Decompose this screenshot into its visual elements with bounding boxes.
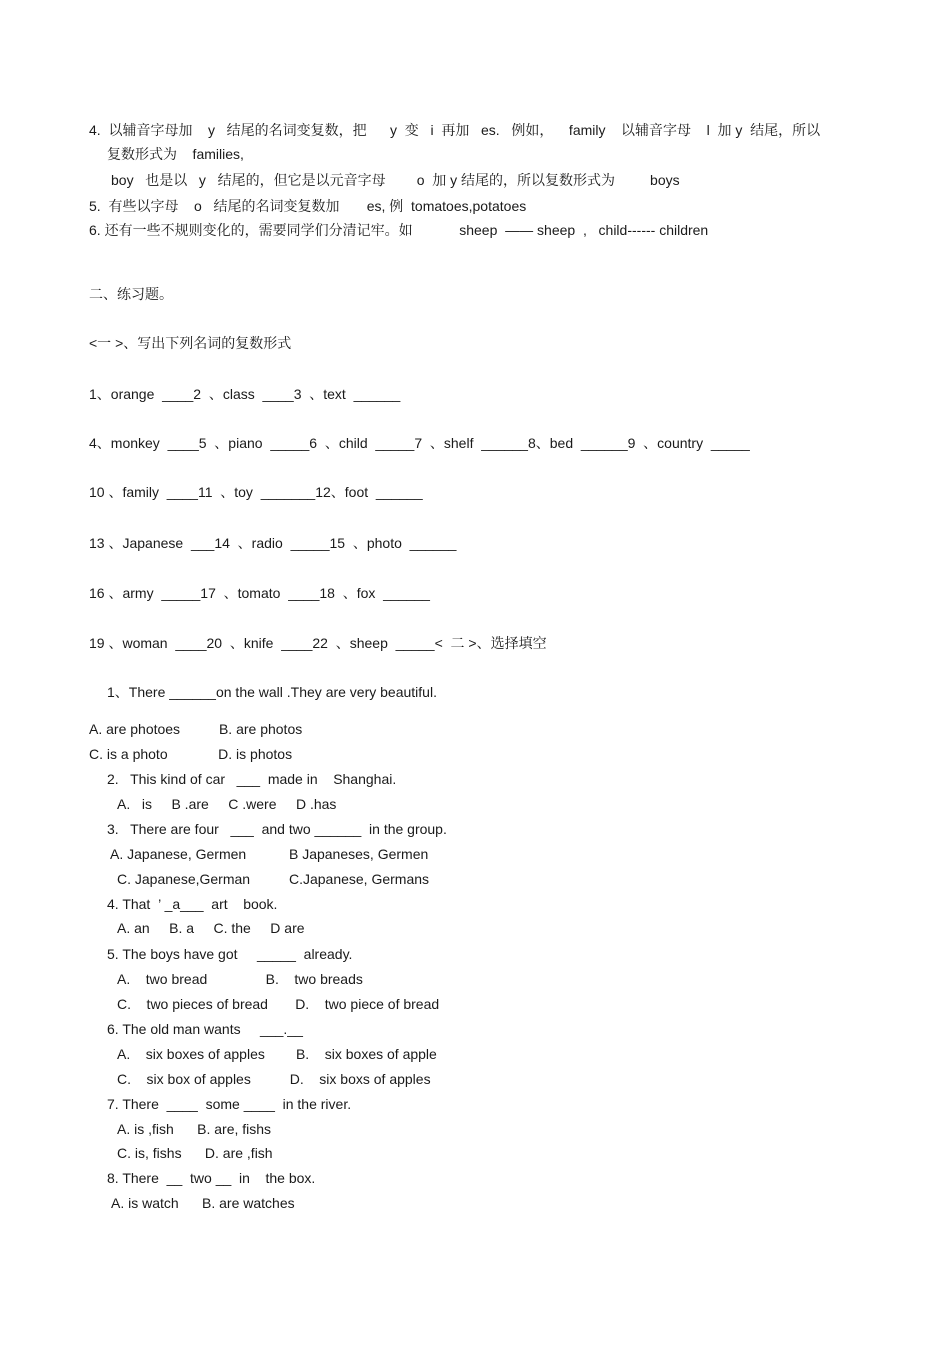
- answer-options: A. two bread B. two breads: [117, 971, 363, 987]
- question-text: 3. There are four ___ and two ______ in the group.: [107, 821, 447, 837]
- answer-options: A. Japanese, Germen B Japaneses, Germen: [110, 846, 429, 862]
- answer-options: C. Japanese,German C.Japanese, Germans: [117, 871, 430, 887]
- rule-6: 6. 还有一些不规则变化的，需要同学们分清记牢。如 sheep —— sheep , child------ children: [89, 222, 709, 238]
- plural-row: 16 、army _____17 、tomato ____18 、fox ______: [89, 585, 430, 601]
- answer-options: A. is watch B. are watches: [111, 1195, 295, 1211]
- answer-options: A. six boxes of apples B. six boxes of apple: [117, 1046, 437, 1062]
- question-text: 6. The old man wants ___.__: [107, 1021, 303, 1037]
- answer-options: C. two pieces of bread D. two piece of bread: [117, 996, 440, 1012]
- question-text: 4. That ’ _a___ art book.: [107, 896, 278, 912]
- answer-options: C. six box of apples D. six boxs of apples: [117, 1071, 431, 1087]
- answer-options: A. is B .are C .were D .has: [117, 796, 337, 812]
- plural-row: 4、monkey ____5 、piano _____6 、child _____7 、shelf ______8、bed ______9 、country _____: [89, 435, 750, 451]
- plural-row: 1、orange ____2 、class ____3 、text ______: [89, 386, 401, 402]
- answer-options: A. is ,fish B. are, fishs: [117, 1121, 272, 1137]
- answer-options: A. an B. a C. the D are: [117, 920, 305, 936]
- plural-row: 19 、woman ____20 、knife ____22 、sheep _____< 二 >、选择填空: [89, 635, 547, 651]
- rule-4-line-3: boy 也是以 y 结尾的，但它是以元音字母 o 加 y 结尾的，所以复数形式为 boys: [111, 172, 680, 188]
- question-text: 7. There ____ some ____ in the river.: [107, 1096, 352, 1112]
- question-text: 1、There ______on the wall .They are very beautiful.: [107, 684, 437, 700]
- question-text: 8. There __ two __ in the box.: [107, 1170, 316, 1186]
- part-one-heading: <一 >、写出下列名词的复数形式: [89, 335, 292, 351]
- plural-row: 10 、family ____11 、toy _______12、foot ______: [89, 484, 423, 500]
- question-text: 2. This kind of car ___ made in Shanghai.: [107, 771, 397, 787]
- section-two-heading: 二、练习题。: [89, 286, 173, 302]
- rule-4-line-1: 4. 以辅音字母加 y 结尾的名词变复数，把 y 变 i 再加 es. 例如， family 以辅音字母 l 加 y 结尾，所以: [89, 122, 821, 138]
- plural-row: 13 、Japanese ___14 、radio _____15 、photo ______: [89, 535, 457, 551]
- answer-options: C. is, fishs D. are ,fish: [117, 1145, 273, 1161]
- rule-4-line-2: 复数形式为 families,: [107, 146, 244, 162]
- question-text: 5. The boys have got _____ already.: [107, 946, 353, 962]
- answer-options: A. are photoes B. are photos: [89, 721, 303, 737]
- answer-options: C. is a photo D. is photos: [89, 746, 293, 762]
- rule-5: 5. 有些以字母 o 结尾的名词变复数加 es, 例 tomatoes,potatoes: [89, 198, 527, 214]
